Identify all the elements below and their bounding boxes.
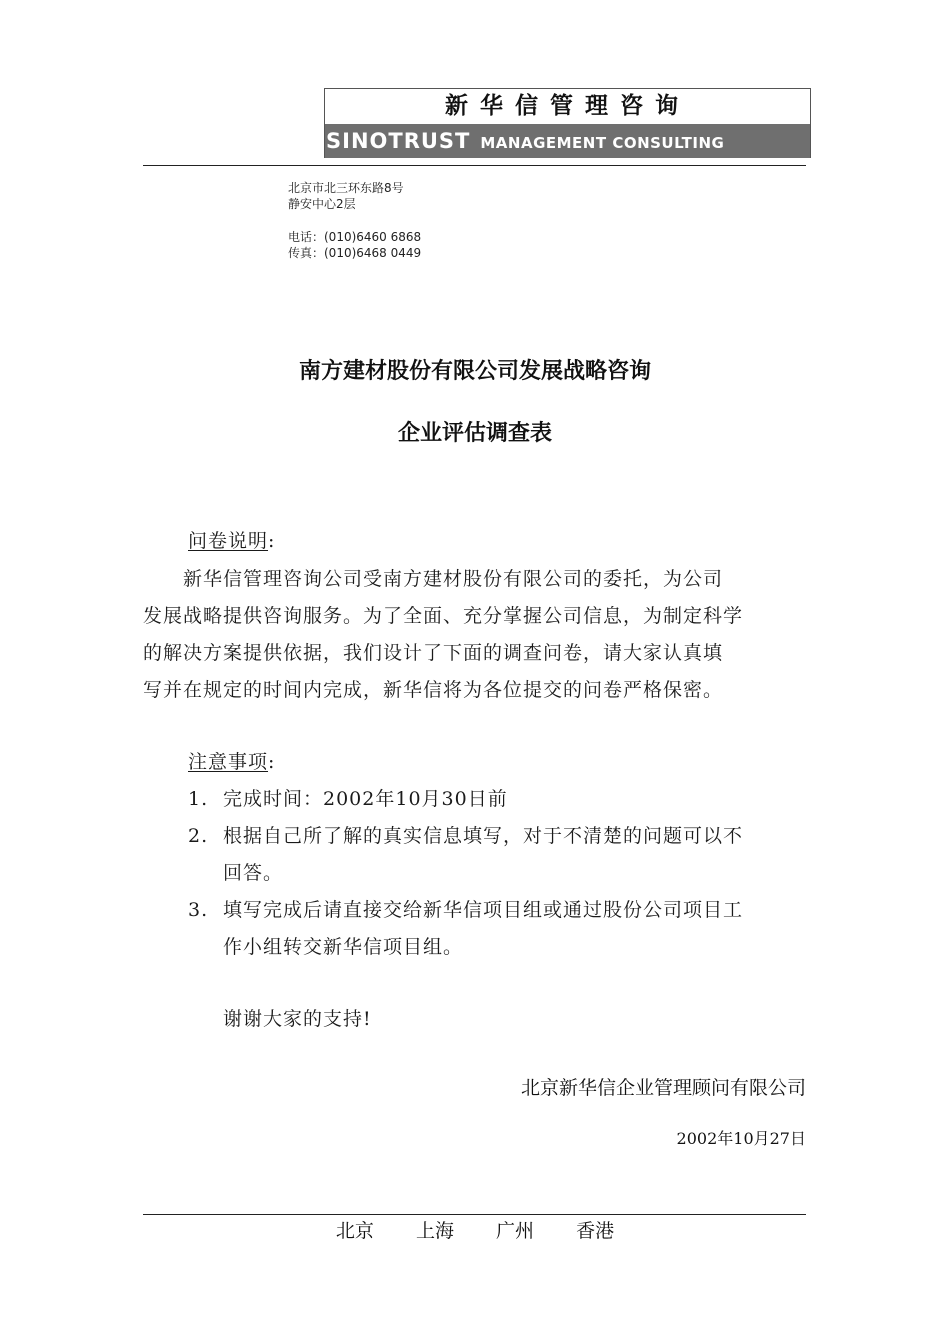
signature-date: 2002年10月27日 bbox=[676, 1129, 806, 1148]
company-logo bbox=[324, 88, 811, 158]
document-title: 南方建材股份有限公司发展战略咨询 bbox=[298, 359, 651, 384]
intro-line: 发展战略提供咨询服务。为了全面、充分掌握公司信息，为制定科学 bbox=[143, 605, 744, 627]
note-number: 3. bbox=[188, 899, 209, 921]
footer-divider bbox=[143, 1214, 806, 1215]
phone-number: 电话：(010)6460 6868 bbox=[288, 230, 422, 244]
intro-heading bbox=[188, 523, 275, 560]
intro-heading-text: 问卷说明 bbox=[188, 530, 269, 552]
notes-heading bbox=[188, 744, 275, 781]
address-line-2: 静安中心2层 bbox=[288, 197, 356, 211]
logo-chinese-name: 新华信管理咨询 bbox=[445, 93, 690, 119]
notes-heading-text: 注意事项 bbox=[188, 751, 269, 773]
address-line-1: 北京市北三环东路8号 bbox=[288, 181, 404, 195]
footer-city: 北京 bbox=[335, 1220, 374, 1242]
signature-company: 北京新华信企业管理顾问有限公司 bbox=[520, 1077, 806, 1099]
intro-line: 新华信管理咨询公司受南方建材股份有限公司的委托，为公司 bbox=[143, 568, 724, 590]
note-item-text: 根据自己所了解的真实信息填写，对于不清楚的问题可以不 bbox=[223, 825, 744, 847]
logo-english-sub: MANAGEMENT CONSULTING bbox=[480, 134, 725, 152]
note-item-text: 作小组转交新华信项目组。 bbox=[223, 936, 464, 958]
note-item-text: 回答。 bbox=[223, 862, 284, 884]
document-subtitle: 企业评估调查表 bbox=[397, 421, 552, 446]
footer-city: 上海 bbox=[415, 1220, 454, 1242]
intro-paragraph bbox=[143, 561, 808, 709]
fax-number: 传真：(010)6468 0449 bbox=[288, 246, 422, 260]
notes-heading-colon: : bbox=[268, 751, 276, 773]
note-item-text: 填写完成后请直接交给新华信项目组或通过股份公司项目工 bbox=[223, 899, 744, 921]
header-divider bbox=[143, 165, 806, 166]
intro-heading-colon: : bbox=[268, 530, 276, 552]
note-number: 2. bbox=[188, 825, 209, 847]
thanks-note: 谢谢大家的支持! bbox=[223, 1008, 372, 1030]
footer-city: 广州 bbox=[496, 1220, 535, 1242]
footer-city: 香港 bbox=[576, 1220, 615, 1242]
intro-line: 写并在规定的时间内完成，新华信将为各位提交的问卷严格保密。 bbox=[143, 679, 724, 701]
note-item-text: 完成时间：2002年10月30日前 bbox=[223, 788, 508, 810]
footer-office-cities bbox=[0, 1216, 950, 1243]
logo-english-main: SINOTRUST bbox=[326, 129, 471, 153]
note-number: 1. bbox=[188, 788, 209, 810]
intro-line: 的解决方案提供依据，我们设计了下面的调查问卷，请大家认真填 bbox=[143, 642, 724, 664]
logo-english-name bbox=[325, 124, 810, 158]
